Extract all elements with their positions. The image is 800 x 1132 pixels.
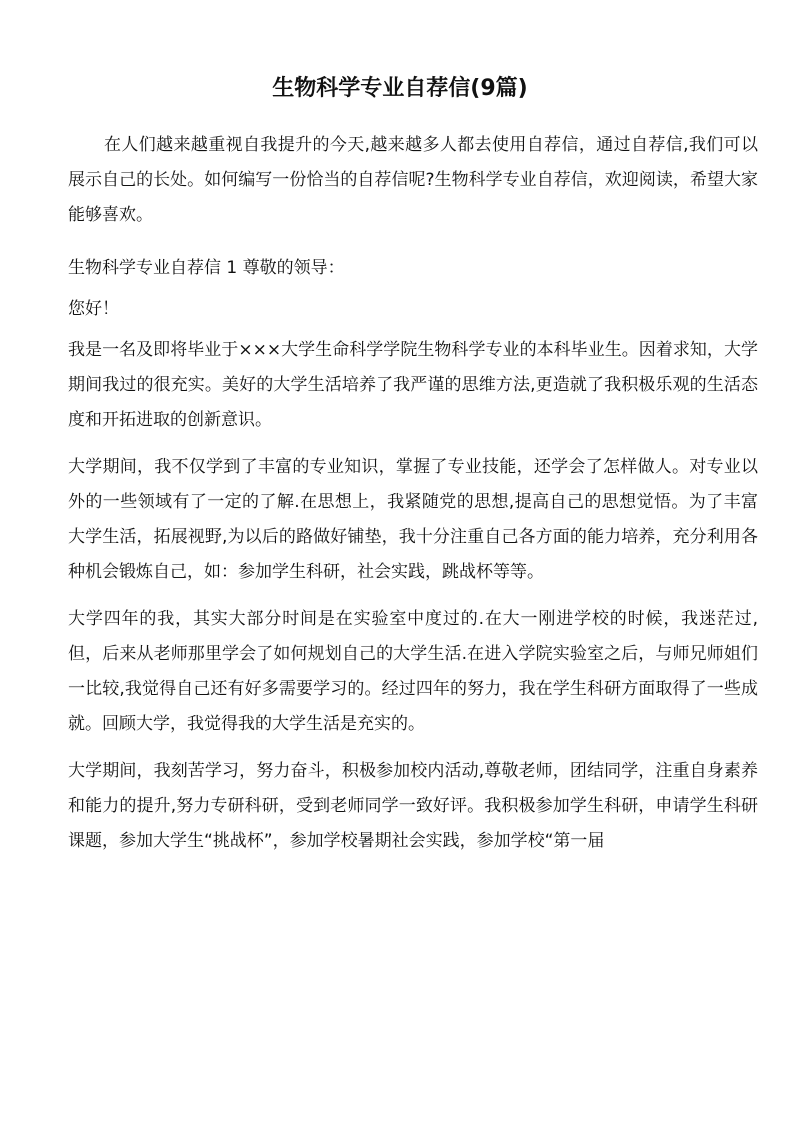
- body-paragraph: 大学期间，我刻苦学习，努力奋斗，积极参加校内活动,尊敬老师，团结同学，注重自身素养和能力的提升,努力专研科研，受到老师同学一致好评。我积极参加学生科研，申请学生科研课题，参加大学生“挑战杯”，参加学校暑期社会实践，参加学校“第一届: [68, 761, 758, 851]
- document-body: [68, 128, 758, 871]
- intro-paragraph: 在人们越来越重视自我提升的今天,越来越多人都去使用自荐信，通过自荐信,我们可以展示自己的长处。如何编写一份恰当的自荐信呢?生物科学专业自荐信，欢迎阅读，希望大家能够喜欢。: [68, 135, 758, 225]
- greeting: 您好！: [68, 299, 119, 319]
- body-paragraph: 我是一名及即将毕业于×××大学生命科学学院生物科学专业的本科毕业生。因着求知，大学期间我过的很充实。美好的大学生活培养了我严谨的思维方法,更造就了我积极乐观的生活态度和开拓进取的创新意识。: [68, 340, 758, 430]
- document-title: 生物科学专业自荐信(9篇): [272, 76, 528, 101]
- letter-heading: 生物科学专业自荐信 1 尊敬的领导：: [68, 258, 345, 278]
- body-paragraph: 大学期间，我不仅学到了丰富的专业知识，掌握了专业技能，还学会了怎样做人。对专业以外的一些领域有了一定的了解.在思想上，我紧随党的思想,提高自己的思想觉悟。为了丰富大学生活，拓展视野,为以后的路做好铺垫，我十分注重自己各方面的能力培养，充分利用各种机会锻炼自己，如：参加学生科研，社会实践，跳战杯等等。: [68, 457, 758, 582]
- body-paragraph: 大学四年的我，其实大部分时间是在实验室中度过的.在大一刚进学校的时候，我迷茫过,但，后来从老师那里学会了如何规划自己的大学生活.在进入学院实验室之后，与师兄师姐们一比较,我觉得自己还有好多需要学习的。经过四年的努力，我在学生科研方面取得了一些成就。回顾大学，我觉得我的大学生活是充实的。: [68, 609, 758, 734]
